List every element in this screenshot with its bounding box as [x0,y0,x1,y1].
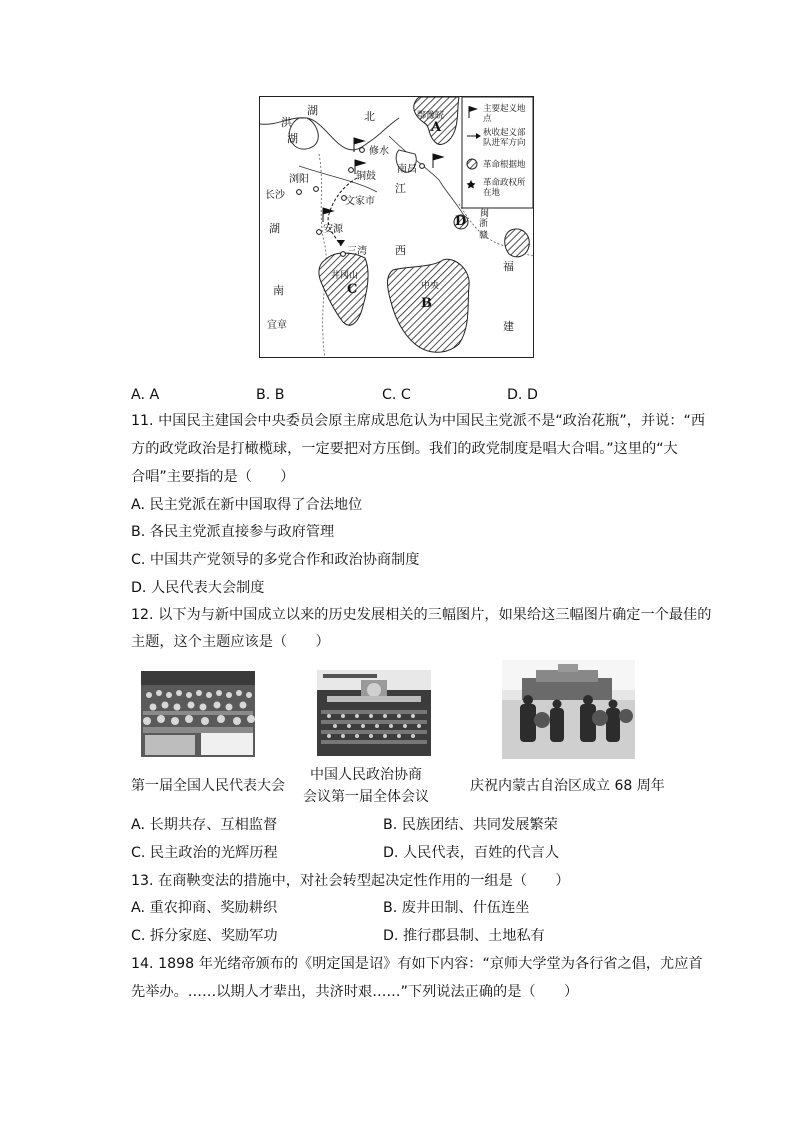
map-label: 修水 [369,146,389,157]
photo-npc-congress [141,671,255,757]
legend-arrow-text: 秋收起义部队进军方向 [483,128,526,148]
caption-photo-2-line1: 中国人民政治协商 [310,767,422,783]
map-label: 湖 [287,132,298,145]
q14-stem-line: 14. 1898 年光绪帝颁布的《明定国是诏》有如下内容：“京师大学堂为各行省之倡，尤应首 [131,956,703,972]
q12-option-c[interactable]: C. 民主政治的光辉历程 [131,845,278,861]
map-label: 洪 [281,116,292,129]
map-label: 南 [273,284,284,297]
q12-stem-line: 12. 以下为与新中国成立以来的历史发展相关的三幅图片，如果给这三幅图片确定一个最佳的 [131,607,712,623]
q13-option-c[interactable]: C. 拆分家庭、奖励军功 [131,928,278,944]
map-label: 长沙 [265,190,285,201]
q13-option-a[interactable]: A. 重农抑商、奖励耕织 [131,900,278,916]
map-label: 三湾 [347,246,367,257]
map-label: 湖 [269,222,280,235]
map-label: 宜章 [267,320,287,331]
q11-stem-line: 方的政党政治是打橄榄球，一定要把对方压倒。我们的政党制度是唱大合唱。”这里的“大 [131,441,678,457]
map-label: 鄂豫皖 [417,111,445,121]
q10-option-c[interactable]: C. C [382,387,411,403]
caption-photo-1: 第一届全国人民代表大会 [131,778,285,794]
q11-option-c[interactable]: C. 中国共产党领导的多党合作和政治协商制度 [131,552,420,568]
q12-option-d[interactable]: D. 人民代表，百姓的代言人 [383,845,560,861]
map-label: 井冈山 [331,271,359,281]
q10-option-a[interactable]: A. A [131,387,160,403]
photo-cppcc-session [317,670,431,756]
map-label: 浙 [479,219,489,229]
map-label-a: A [431,120,442,135]
q11-option-b[interactable]: B. 各民主党派直接参与政府管理 [131,524,335,540]
legend-flag-text: 主要起义地点 [483,104,526,124]
map-label: 西 [395,244,406,257]
map-label: 江 [395,182,406,195]
q11-stem-line: 合唱”主要指的是（ ） [131,469,295,485]
map-label: 湖 [307,104,318,117]
q11-option-a[interactable]: A. 民主党派在新中国取得了合法地位 [131,497,363,513]
map-label: 福 [503,260,514,273]
q11-option-d[interactable]: D. 人民代表大会制度 [131,580,265,596]
map-label: 铜鼓 [356,171,376,182]
map-label: 建 [503,320,514,333]
map-label: 南昌 [397,164,417,175]
q12-stem-line: 主题，这个主题应该是（ ） [131,634,330,650]
map-label: 文家市 [345,196,375,207]
map-label: 闽 [480,209,490,219]
map-label: 北 [364,110,375,123]
q13-stem: 13. 在商鞅变法的措施中，对社会转型起决定性作用的一组是（ ） [131,873,570,889]
map-label-c: C [347,282,358,297]
map-label: 安源 [323,224,343,235]
caption-photo-2-line2: 会议第一届全体会议 [303,789,429,805]
q13-option-b[interactable]: B. 废井田制、什伍连坐 [383,900,530,916]
legend-base-text: 革命根据地 [483,160,526,170]
q10-option-b[interactable]: B. B [256,387,285,403]
q14-stem-line: 先举办。……以期人才辈出，共济时艰……”下列说法正确的是（ ） [131,984,579,1000]
photo-inner-mongolia-celebration [502,660,635,759]
caption-photo-3: 庆祝内蒙古自治区成立 68 周年 [470,778,665,794]
q12-option-a[interactable]: A. 长期共存、互相监督 [131,817,278,833]
legend-gov-text: 革命政权所在地 [483,178,526,198]
map-label: 浏阳 [289,174,309,185]
map-label: 赣 [479,231,489,241]
q10-option-d[interactable]: D. D [507,387,538,403]
q12-option-b[interactable]: B. 民族团结、共同发展繁荣 [383,817,558,833]
map-label-b: B [421,296,432,311]
q13-option-d[interactable]: D. 推行郡县制、土地私有 [383,928,545,944]
q11-stem-line: 11. 中国民主建国会中央委员会原主席成思危认为中国民主党派不是“政治花瓶”，并说：“西 [131,413,706,429]
map-label-d: D [455,214,467,229]
map-label: 中央 [421,281,440,291]
